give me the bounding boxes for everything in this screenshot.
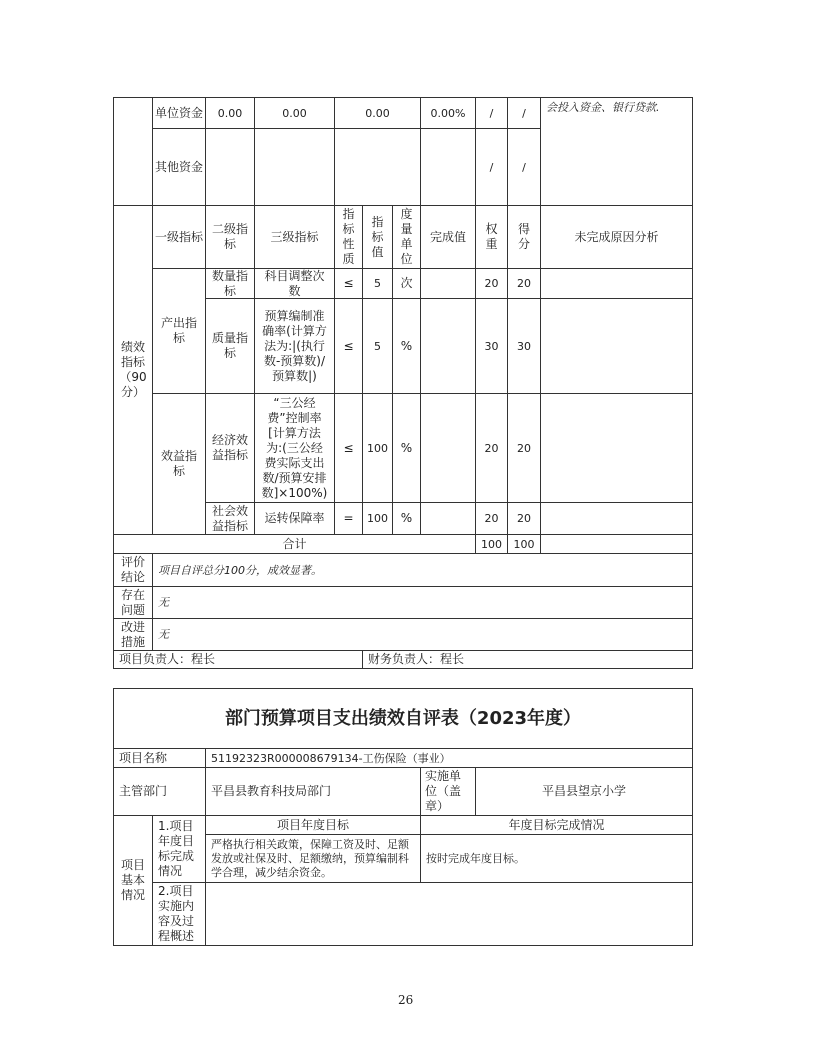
problems-label: 存在问题	[113, 586, 153, 619]
indicator-actual	[420, 298, 476, 394]
indicator-level3: 科目调整次数	[254, 268, 335, 299]
header-value: 指标值	[362, 205, 393, 269]
indicator-unit: %	[392, 298, 421, 394]
header-unit: 度量单位	[392, 205, 421, 269]
indicator-reason	[540, 298, 693, 394]
indicator-unit: %	[392, 393, 421, 503]
indicator-level2: 社会效益指标	[205, 502, 255, 535]
indicator-reason	[540, 268, 693, 299]
indicator-level2: 质量指标	[205, 298, 255, 394]
fund-label-cell: 其他资金	[152, 128, 206, 206]
impl-text	[205, 882, 693, 946]
indicator-unit: %	[392, 502, 421, 535]
finance-lead: 财务负责人：程长	[362, 650, 693, 669]
fund-adjusted-cell: 0.00	[254, 97, 335, 129]
total-label: 合计	[113, 534, 476, 554]
header-level3: 三级指标	[254, 205, 335, 269]
fund-adjusted-cell	[254, 128, 335, 206]
indicator-score: 20	[507, 268, 541, 299]
indicator-value: 5	[362, 268, 393, 299]
indicator-weight: 20	[475, 502, 508, 535]
dept-value: 平昌县教育科技局部门	[205, 767, 421, 816]
indicator-nature: ≤	[334, 298, 363, 394]
indicator-nature: =	[334, 502, 363, 535]
indicator-actual	[420, 393, 476, 503]
page-number: 26	[398, 993, 414, 1007]
perf-section-label: 绩效指标（90分）	[113, 205, 153, 535]
form-title: 部门预算项目支出绩效自评表（2023年度）	[113, 688, 693, 749]
goal-header: 项目年度目标	[205, 815, 421, 835]
total-weight: 100	[475, 534, 508, 554]
fund-executed-cell	[334, 128, 421, 206]
indicator-reason	[540, 502, 693, 535]
header-nature: 指标性质	[334, 205, 363, 269]
project-lead: 项目负责人：程长	[113, 650, 363, 669]
goal-text: 严格执行相关政策，保障工资及时、足额发放或社保及时、足额缴纳，预算编制科学合理，减少结余资金。	[205, 834, 421, 883]
group-level1-output: 产出指标	[152, 268, 206, 394]
fund-score-cell: /	[507, 128, 541, 206]
fund-section-cell	[113, 97, 153, 206]
header-actual: 完成值	[420, 205, 476, 269]
fund-weight-cell: /	[475, 97, 508, 129]
indicator-score: 20	[507, 502, 541, 535]
indicator-level2: 数量指标	[205, 268, 255, 299]
indicator-nature: ≤	[334, 268, 363, 299]
indicator-level3: 运转保障率	[254, 502, 335, 535]
fund-budget-cell	[205, 128, 255, 206]
project-name-value: 51192323R000008679134-工伤保险（事业）	[205, 748, 693, 768]
indicator-weight: 20	[475, 268, 508, 299]
improvements-label: 改进措施	[113, 618, 153, 651]
indicator-unit: 次	[392, 268, 421, 299]
total-reason	[540, 534, 693, 554]
indicator-value: 100	[362, 393, 393, 503]
unit-value: 平昌县望京小学	[475, 767, 693, 816]
header-level2: 二级指标	[205, 205, 255, 269]
header-score: 得分	[507, 205, 541, 269]
indicator-weight: 30	[475, 298, 508, 394]
indicator-level3: “三公经费”控制率[计算方法为:(三公经费实际支出数/预算安排数]×100%)	[254, 393, 335, 503]
fund-label-cell: 单位资金	[152, 97, 206, 129]
unit-label: 实施单位（盖章）	[420, 767, 476, 816]
fund-score-cell: /	[507, 97, 541, 129]
indicator-value: 5	[362, 298, 393, 394]
fund-rate-cell	[420, 128, 476, 206]
fund-weight-cell: /	[475, 128, 508, 206]
completion-text: 按时完成年度目标。	[420, 834, 693, 883]
indicator-actual	[420, 502, 476, 535]
indicator-weight: 20	[475, 393, 508, 503]
indicator-value: 100	[362, 502, 393, 535]
header-reason: 未完成原因分析	[540, 205, 693, 269]
basic-info-label: 项目基本情况	[113, 815, 153, 946]
indicator-level2: 经济效益指标	[205, 393, 255, 503]
conclusion-text: 项目自评总分100分，成效显著。	[152, 553, 693, 587]
header-weight: 权重	[475, 205, 508, 269]
indicator-nature: ≤	[334, 393, 363, 503]
indicator-score: 20	[507, 393, 541, 503]
completion-header: 年度目标完成情况	[420, 815, 693, 835]
indicator-score: 30	[507, 298, 541, 394]
indicator-reason	[540, 393, 693, 503]
goal-label: 1.项目年度目标完成情况	[152, 815, 206, 883]
impl-label: 2.项目实施内容及过程概述	[152, 882, 206, 946]
indicator-actual	[420, 268, 476, 299]
improvements-text: 无	[152, 618, 693, 651]
fund-rate-cell: 0.00%	[420, 97, 476, 129]
project-name-label: 项目名称	[113, 748, 206, 768]
fund-budget-cell: 0.00	[205, 97, 255, 129]
total-score: 100	[507, 534, 541, 554]
header-level1: 一级指标	[152, 205, 206, 269]
fund-executed-cell: 0.00	[334, 97, 421, 129]
indicator-level3: 预算编制准确率(计算方法为:|(执行数-预算数)/预算数|)	[254, 298, 335, 394]
fund-note-cell: 会投入资金、银行贷款.	[540, 97, 693, 206]
dept-label: 主管部门	[113, 767, 206, 816]
conclusion-label: 评价结论	[113, 553, 153, 587]
problems-text: 无	[152, 586, 693, 619]
group-level1-benefit: 效益指标	[152, 393, 206, 535]
